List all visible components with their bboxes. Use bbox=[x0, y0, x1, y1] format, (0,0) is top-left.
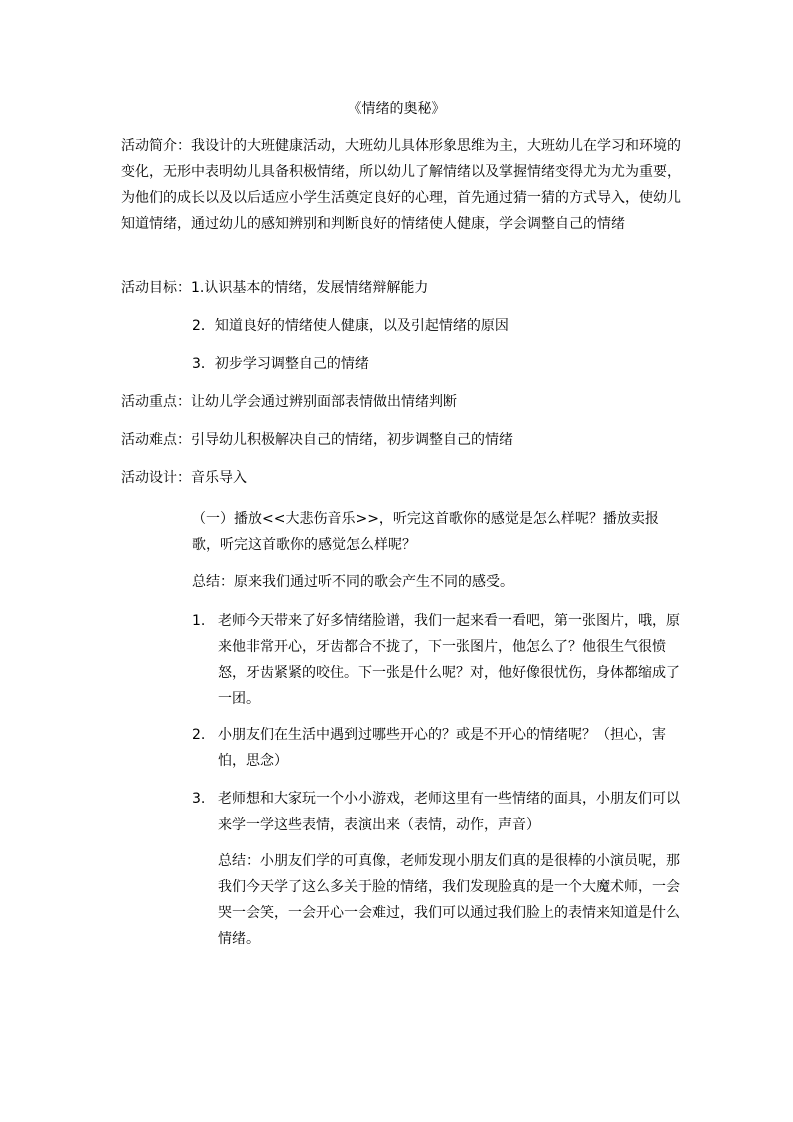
list-item-number: 1. bbox=[192, 613, 206, 629]
key-point: 活动重点：让幼儿学会通过辨别面部表情做出情绪判断 bbox=[121, 394, 457, 410]
goal-2: 2．知道良好的情绪使人健康，以及引起情绪的原因 bbox=[192, 318, 509, 334]
part-one-paragraph: （一）播放<<大悲伤音乐>>，听完这首歌你的感觉是怎么样呢？播放卖报歌，听完这首歌你的感觉怎么样呢？ bbox=[192, 511, 659, 553]
summary-two: 总结：小朋友们学的可真像，老师发现小朋友们真的是很棒的小演员呢，那我们今天学了这么多关于脸的情绪，我们发现脸真的是一个大魔术师，一会哭一会笑，一会开心一会难过，我们可以通过我们脸上的表情来知道是什么情绪。 bbox=[218, 853, 680, 947]
list-item: 小朋友们在生活中遇到过哪些开心的？或是不开心的情绪呢？（担心，害怕，思念） bbox=[218, 727, 666, 769]
list-item: 老师今天带来了好多情绪脸谱，我们一起来看一看吧，第一张图片，哦，原来他非常开心，牙齿都合不拢了，下一张图片，他怎么了？他很生气很愤怒，牙齿紧紧的咬住。下一张是什么呢？对，他好像很忧伤，身体都缩成了一团。 bbox=[218, 613, 680, 707]
summary-one: 总结：原来我们通过听不同的歌会产生不同的感受。 bbox=[192, 574, 514, 590]
goal-3: 3．初步学习调整自己的情绪 bbox=[192, 356, 369, 372]
intro-paragraph: 活动简介：我设计的大班健康活动，大班幼儿具体形象思维为主，大班幼儿在学习和环境的变化，无形中表明幼儿具备积极情绪，所以幼儿了解情绪以及掌握情绪变得尤为尤为重要，为他们的成长以及以后适应小学生活奠定良好的心理，首先通过猜一猜的方式导入，使幼儿知道情绪，通过幼儿的感知辨别和判断良好的情绪使人健康，学会调整自己的情绪 bbox=[121, 138, 681, 232]
goals-line: 活动目标：1.认识基本的情绪，发展情绪辩解能力 bbox=[121, 280, 429, 296]
list-item-number: 2. bbox=[192, 727, 206, 743]
difficulty: 活动难点：引导幼儿积极解决自己的情绪，初步调整自己的情绪 bbox=[121, 432, 513, 448]
list-item-number: 3. bbox=[192, 791, 206, 807]
document-title: 《情绪的奥秘》 bbox=[347, 101, 446, 117]
list-item: 老师想和大家玩一个小小游戏，老师这里有一些情绪的面具，小朋友们可以来学一学这些表情，表演出来（表情，动作，声音） bbox=[218, 791, 680, 833]
design: 活动设计：音乐导入 bbox=[121, 470, 247, 486]
